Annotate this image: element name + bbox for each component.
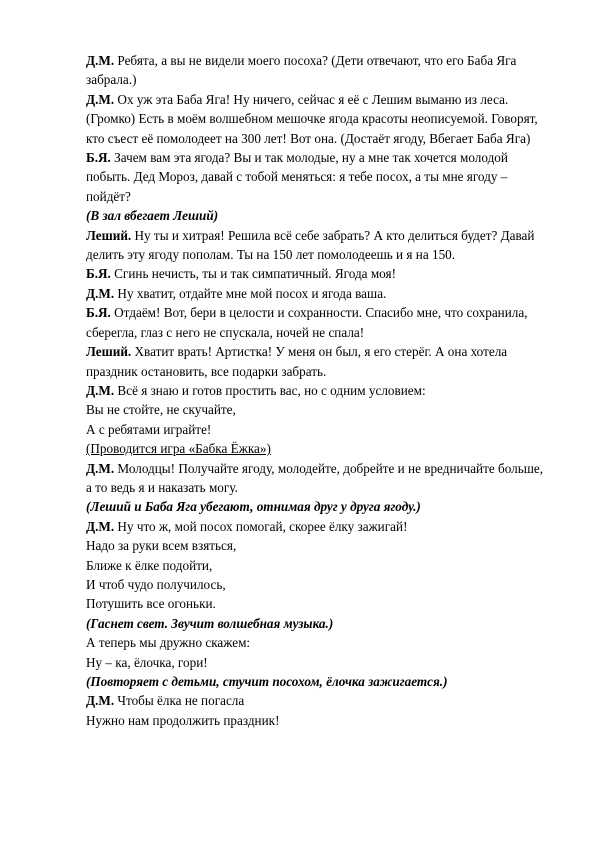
speaker-name: Б.Я.: [86, 305, 111, 321]
dialogue-text: Отдаём! Вот, бери в целости и сохранности. Спасибо мне, что сохранила, сберегла, глаз с него не спускала, ночей не спала!: [86, 305, 528, 340]
speaker-name: Леший.: [86, 227, 132, 243]
dialogue-line: [86, 51, 546, 90]
verse-line: Потушить все огоньки.: [86, 596, 216, 612]
document-page: [86, 51, 546, 730]
speaker-name: Д.М.: [86, 460, 115, 476]
speaker-name: Д.М.: [86, 285, 115, 301]
speaker-name: Д.М.: [86, 382, 115, 398]
verse-line: Ближе к ёлке подойти,: [86, 557, 213, 573]
dialogue-text: Сгинь нечисть, ты и так симпатичный. Ягода моя!: [110, 266, 396, 282]
dialogue-line: [86, 342, 546, 381]
dialogue-line: [86, 303, 546, 342]
dialogue-text: Всё я знаю и готов простить вас, но с одним условием:: [114, 382, 426, 398]
stage-direction: (Гаснет свет. Звучит волшебная музыка.): [86, 615, 334, 631]
verse-line: Вы не стойте, не скучайте,: [86, 402, 236, 418]
verse-line: Надо за руки всем взяться,: [86, 538, 237, 554]
dialogue-text: Ох уж эта Баба Яга! Ну ничего, сейчас я её с Лешим выманю из леса. (Громко) Есть в моём волшебном мешочке ягода красоты неописуемой. Говорят, кто съест её помолодеет на 300 лет! Вот она. (Достаёт ягоду, Вбегает Баба Яга): [86, 91, 538, 146]
dialogue-text: Ну ты и хитрая! Решила всё себе забрать? А кто делиться будет? Давай делить эту ягоду пополам. Ты на 150 лет помолодеешь и я на 150.: [86, 227, 535, 263]
dialogue-line: [86, 90, 546, 148]
stage-direction: (Леший и Баба Яга убегают, отнимая друг у друга ягоду.): [86, 499, 421, 515]
verse-line: А теперь мы дружно скажем:: [86, 635, 251, 651]
dialogue-line: [86, 459, 546, 498]
dialogue-text: Чтобы ёлка не погасла: [114, 693, 245, 709]
dialogue-line: [86, 381, 546, 400]
verse-line: Ну – ка, ёлочка, гори!: [86, 654, 208, 670]
dialogue-text: Ну хватит, отдайте мне мой посох и ягода ваша.: [114, 285, 387, 301]
verse-line: Нужно нам продолжить праздник!: [86, 712, 280, 728]
dialogue-line: [86, 517, 546, 536]
dialogue-text: Хватит врать! Артистка! У меня он был, я его стерёг. А она хотела праздник остановить, все подарки забрать.: [86, 344, 508, 379]
verse-line: А с ребятами играйте!: [86, 421, 212, 437]
dialogue-line: [86, 226, 546, 265]
dialogue-text: Молодцы! Получайте ягоду, молодейте, добрейте и не вредничайте больше, а то ведь я и наказать могу.: [86, 460, 544, 495]
dialogue-text: Ну что ж, мой посох помогай, скорее ёлку зажигай!: [114, 518, 408, 534]
dialogue-line: [86, 264, 546, 283]
dialogue-text: Зачем вам эта ягода? Вы и так молодые, ну а мне так хочется молодой побыть. Дед Мороз, давай с тобой меняться: я тебе посох, а ты мне ягоду – пойдёт?: [86, 150, 508, 204]
verse-line: И чтоб чудо получилось,: [86, 576, 226, 592]
stage-direction: (Повторяет с детьми, стучит посохом, ёлочка зажигается.): [86, 674, 448, 689]
dialogue-line: [86, 284, 546, 303]
speaker-name: Д.М.: [86, 53, 115, 68]
speaker-name: Б.Я.: [86, 266, 111, 282]
speaker-name: Б.Я.: [86, 150, 111, 166]
game-announcement: (Проводится игра «Бабка Ёжка»): [86, 441, 271, 457]
speaker-name: Д.М.: [86, 693, 115, 709]
speaker-name: Леший.: [86, 344, 132, 360]
speaker-name: Д.М.: [86, 91, 115, 107]
dialogue-line: [86, 691, 546, 710]
stage-direction: (В зал вбегает Леший): [86, 208, 219, 224]
speaker-name: Д.М.: [86, 518, 115, 534]
dialogue-text: Ребята, а вы не видели моего посоха? (Дети отвечают, что его Баба Яга забрала.): [86, 53, 517, 88]
dialogue-line: [86, 148, 546, 206]
